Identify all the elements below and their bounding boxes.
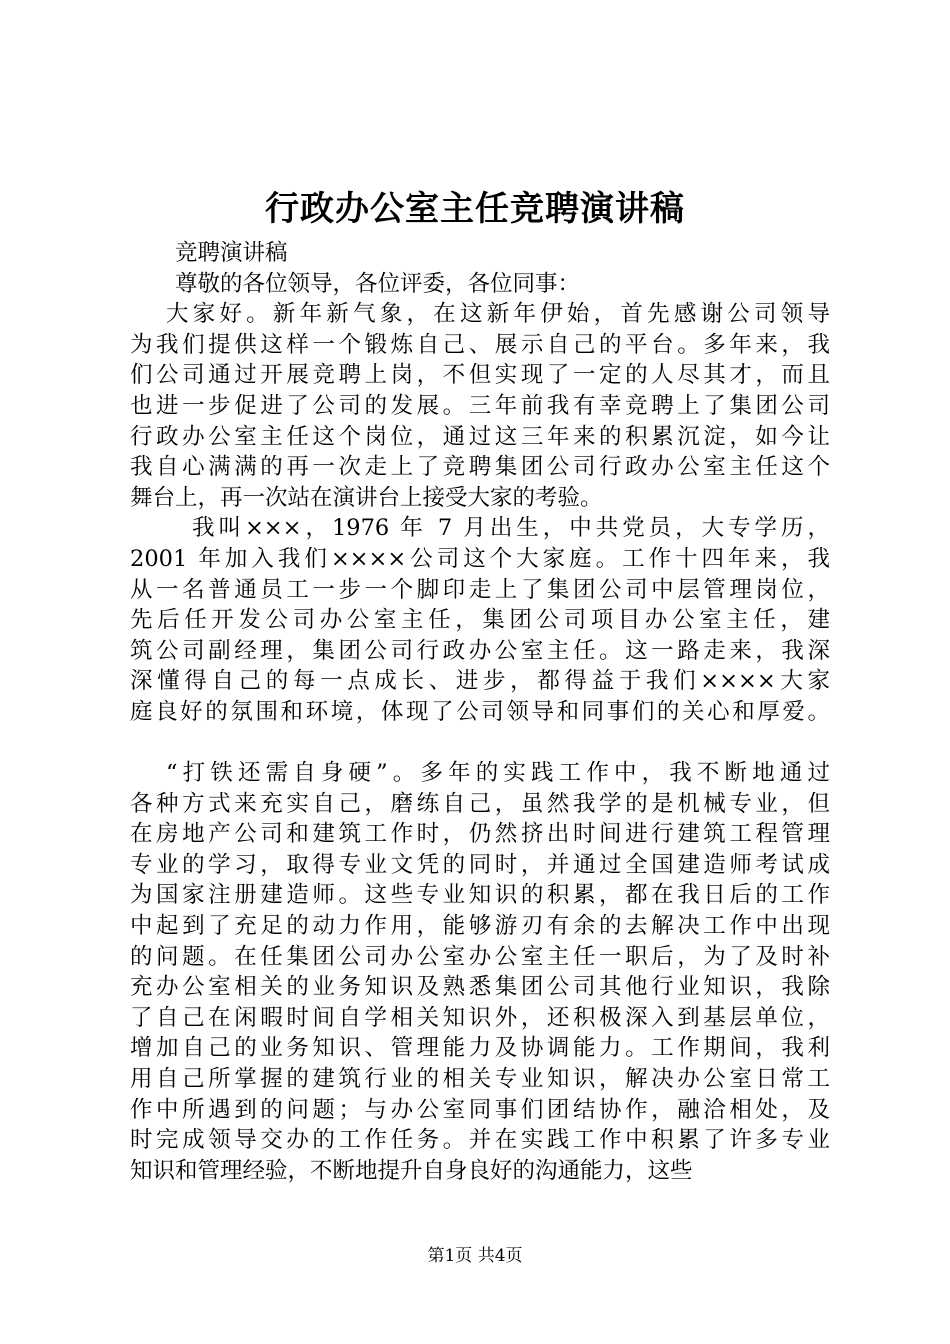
text-line: 竞聘演讲稿 bbox=[175, 240, 288, 266]
text-line: “打铁还需自身硬”。多年的实践工作中，我不断地通过 bbox=[166, 760, 830, 787]
document-body bbox=[130, 238, 830, 1186]
text-line: 各种方式来充实自己，磨练自己，虽然我学的是机械专业，但 bbox=[130, 790, 830, 817]
text-line: 时完成领导交办的工作任务。并在实践工作中积累了许多专业 bbox=[130, 1127, 830, 1154]
text-line: 的问题。在任集团公司办公室办公室主任一职后，为了及时补 bbox=[130, 943, 830, 970]
text-line: 深懂得自己的每一点成长、进步，都得益于我们××××大家 bbox=[130, 668, 830, 695]
text-line: 为国家注册建造师。这些专业知识的积累，都在我日后的工作 bbox=[130, 882, 830, 909]
text-line: 知识和管理经验，不断地提升自身良好的沟通能力，这些 bbox=[130, 1157, 693, 1184]
text-line: 也进一步促进了公司的发展。三年前我有幸竞聘上了集团公司 bbox=[130, 392, 830, 419]
text-line: 先后任开发公司办公室主任，集团公司项目办公室主任，建 bbox=[130, 607, 830, 634]
text-line: 从一名普通员工一步一个脚印走上了集团公司中层管理岗位， bbox=[130, 576, 830, 603]
text-line: 尊敬的各位领导，各位评委，各位同事： bbox=[175, 270, 581, 297]
document-title: 行政办公室主任竞聘演讲稿 bbox=[265, 189, 685, 229]
page-indicator: 第1页 共4页 bbox=[427, 1246, 523, 1266]
text-line: 行政办公室主任这个岗位，通过这三年来的积累沉淀，如今让 bbox=[130, 423, 830, 450]
text-line: 在房地产公司和建筑工作时，仍然挤出时间进行建筑工程管理 bbox=[130, 821, 830, 848]
text-line: 充办公室相关的业务知识及熟悉集团公司其他行业知识，我除 bbox=[130, 974, 830, 1001]
text-line: 了自己在闲暇时间自学相关知识外，还积极深入到基层单位， bbox=[130, 1004, 830, 1031]
text-line: 庭良好的氛围和环境，体现了公司领导和同事们的关心和厚爱。 bbox=[130, 698, 830, 725]
text-line: 大家好。新年新气象，在这新年伊始，首先感谢公司领导 bbox=[166, 301, 830, 328]
text-line: 专业的学习，取得专业文凭的同时，并通过全国建造师考试成 bbox=[130, 851, 830, 878]
text-line: 增加自己的业务知识、管理能力及协调能力。工作期间，我利 bbox=[130, 1035, 830, 1062]
text-line: 我自心满满的再一次走上了竞聘集团公司行政办公室主任这个 bbox=[130, 454, 830, 481]
text-line: 中起到了充足的动力作用，能够游刃有余的去解决工作中出现 bbox=[130, 913, 830, 940]
text-line: 筑公司副经理，集团公司行政办公室主任。这一路走来，我深 bbox=[130, 637, 830, 664]
text-line: 们公司通过开展竞聘上岗，不但实现了一定的人尽其才，而且 bbox=[130, 362, 830, 389]
text-line: 我叫×××，1976 年 7 月出生，中共党员，大专学历， bbox=[192, 515, 830, 542]
paragraph-gap bbox=[130, 728, 830, 759]
text-line: 为我们提供这样一个锻炼自己、展示自己的平台。多年来，我 bbox=[130, 331, 830, 358]
text-line: 舞台上，再一次站在演讲台上接受大家的考验。 bbox=[130, 484, 603, 511]
text-line: 2001 年加入我们××××公司这个大家庭。工作十四年来，我 bbox=[130, 545, 830, 572]
text-line: 作中所遇到的问题；与办公室同事们团结协作，融洽相处，及 bbox=[130, 1096, 830, 1123]
text-line: 用自己所掌握的建筑行业的相关专业知识，解决办公室日常工 bbox=[130, 1066, 830, 1093]
